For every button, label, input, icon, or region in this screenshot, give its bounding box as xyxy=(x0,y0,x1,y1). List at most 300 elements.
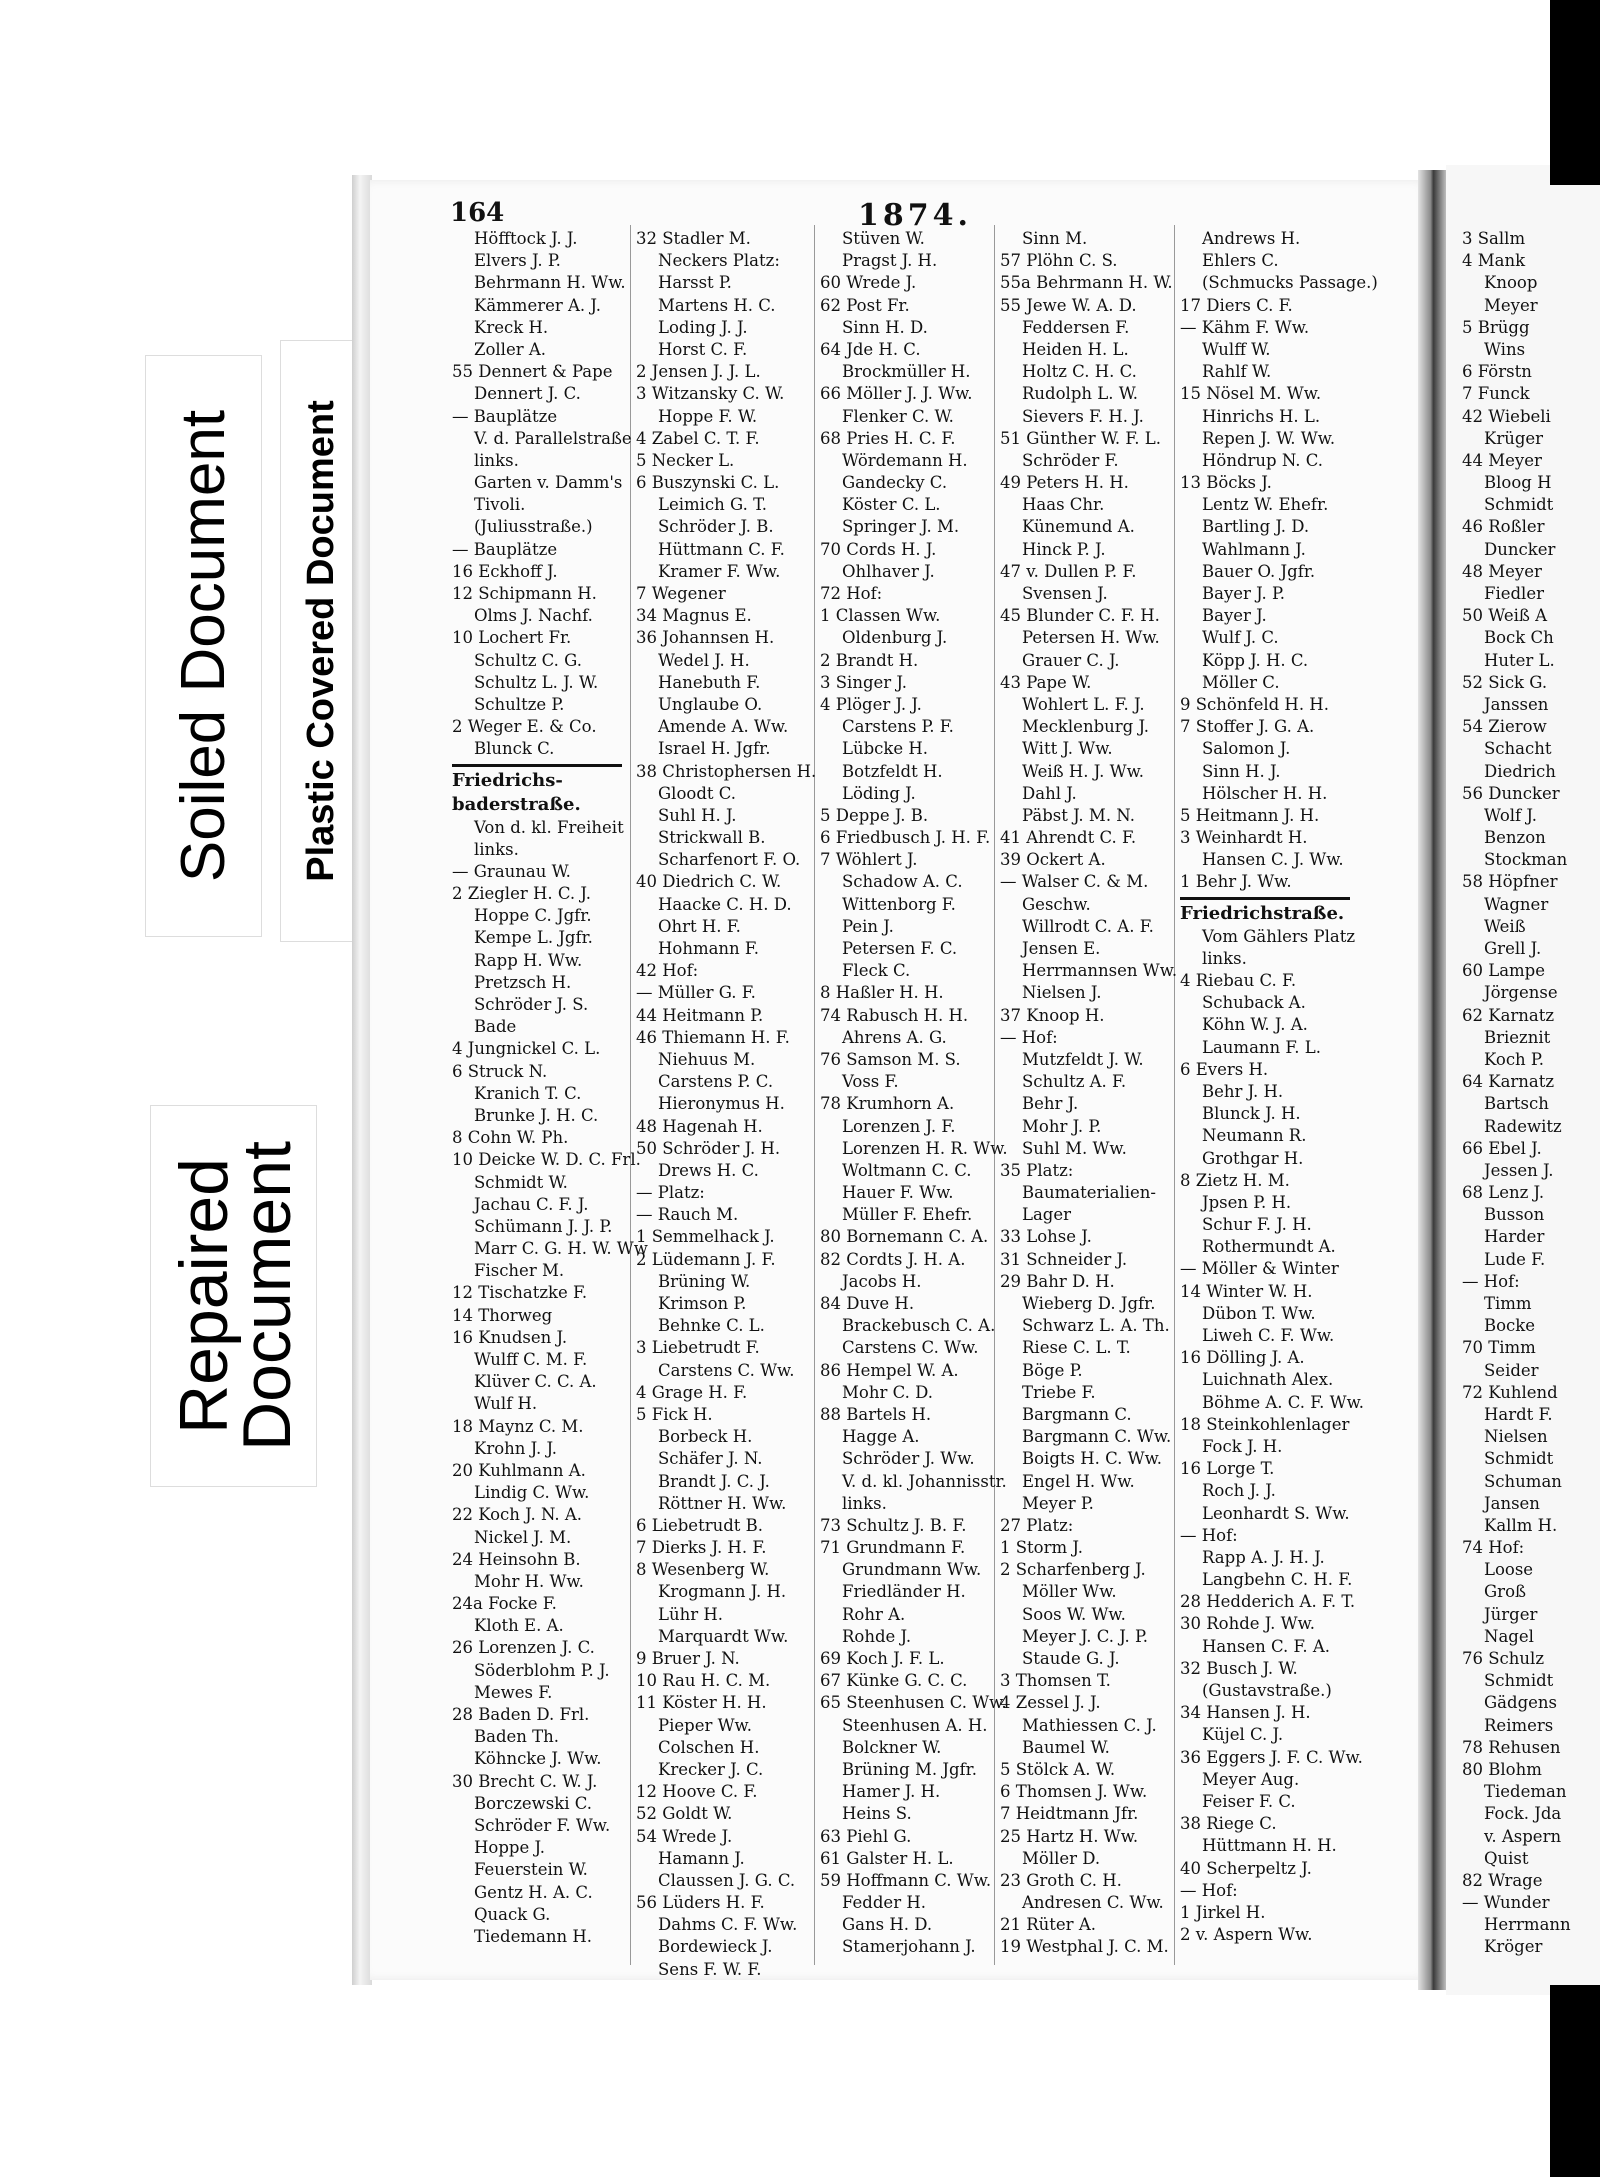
directory-entry: Jachau C. F. J. xyxy=(474,1194,589,1214)
directory-entry: 3 Singer J. xyxy=(820,672,907,692)
directory-entry: Oldenburg J. xyxy=(842,628,948,648)
directory-entry: 52 Sick G. xyxy=(1462,672,1548,692)
directory-entry: Dennert J. C. xyxy=(474,384,581,404)
directory-entry: Hoppe C. Jgfr. xyxy=(474,906,592,926)
directory-entry: Nagel xyxy=(1484,1626,1534,1646)
directory-entry: Repen J. W. Ww. xyxy=(1202,428,1336,448)
directory-entry: Hanebuth F. xyxy=(658,672,761,692)
directory-entry: 10 Deicke W. D. C. Frl. xyxy=(452,1150,641,1170)
directory-entry: — Graunau W. xyxy=(452,861,571,881)
directory-entry: Lorenzen J. F. xyxy=(842,1116,956,1136)
directory-entry: Vom Gählers Platz xyxy=(1202,926,1356,946)
directory-entry: 57 Plöhn C. S. xyxy=(1000,251,1118,271)
directory-entry: Mathiessen C. J. xyxy=(1022,1715,1157,1735)
directory-entry: Sens F. W. F. xyxy=(658,1959,762,1979)
directory-entry: 9 Bruer J. N. xyxy=(636,1649,740,1668)
directory-entry: 59 Hoffmann C. Ww. xyxy=(820,1870,992,1890)
directory-entry: Heiden H. L. xyxy=(1022,339,1129,359)
directory-entry: 4 Riebau C. F. xyxy=(1180,971,1297,990)
directory-entry: 67 Künke G. C. C. xyxy=(820,1671,968,1691)
directory-entry: 50 Weiß A xyxy=(1462,606,1548,626)
directory-entry: Höndrup N. C. xyxy=(1202,450,1323,470)
directory-entry: Geschw. xyxy=(1022,894,1091,914)
directory-entry: Bloog H xyxy=(1484,473,1552,493)
directory-entry: Schacht xyxy=(1484,739,1552,759)
directory-entry: 10 Lochert Fr. xyxy=(452,628,572,648)
directory-entry: Höfftock J. J. xyxy=(474,229,578,248)
directory-entry: 27 Platz: xyxy=(1000,1515,1074,1535)
directory-entry: Hoppe F. W. xyxy=(658,406,758,426)
directory-entry: Meyer Aug. xyxy=(1202,1769,1300,1789)
directory-entry: 44 Meyer xyxy=(1462,450,1542,470)
directory-entry: 2 Brandt H. xyxy=(820,650,919,670)
directory-entry: Neumann R. xyxy=(1202,1126,1307,1146)
directory-entry: Mewes F. xyxy=(474,1682,553,1702)
directory-entry: Hardt F. xyxy=(1484,1404,1553,1424)
directory-entry: Bayer J. P. xyxy=(1202,584,1286,603)
directory-entry: Harder xyxy=(1484,1227,1545,1247)
directory-entry: V. d. kl. Johannisstr. xyxy=(842,1471,1007,1491)
directory-entry: Gans H. D. xyxy=(842,1915,933,1935)
directory-entry: Rudolph L. W. xyxy=(1022,384,1139,404)
directory-entry: 78 Rehusen xyxy=(1462,1737,1561,1757)
directory-entry: Claussen J. G. C. xyxy=(658,1870,796,1890)
directory-entry: Fedder H. xyxy=(842,1893,926,1913)
directory-entry: Bartsch xyxy=(1484,1094,1549,1114)
directory-entry: Pieper Ww. xyxy=(658,1715,752,1735)
directory-entry: 1 Jirkel H. xyxy=(1180,1902,1266,1922)
directory-entry: — Hof: xyxy=(1180,1880,1238,1900)
directory-entry: Herrmann xyxy=(1484,1915,1571,1935)
repaired-label-line2: Document xyxy=(228,1141,305,1451)
directory-entry: Bordewieck J. xyxy=(658,1937,773,1957)
directory-entry: 28 Hedderich A. F. T. xyxy=(1180,1592,1356,1612)
directory-entry: — Bauplätze xyxy=(452,406,558,426)
directory-entry: 52 Goldt W. xyxy=(636,1804,733,1824)
directory-entry: Haas Chr. xyxy=(1022,495,1105,515)
directory-entry: Petersen H. Ww. xyxy=(1022,628,1160,648)
directory-entry: 55a Behrmann H. W. xyxy=(1000,273,1173,293)
directory-entry: 54 Wrede J. xyxy=(636,1826,733,1846)
directory-entry: Stamerjohann J. xyxy=(842,1937,976,1957)
directory-entry: Dahms C. F. Ww. xyxy=(658,1915,798,1935)
directory-entry: Mohr C. D. xyxy=(842,1382,933,1402)
directory-entry: 36 Johannsen H. xyxy=(636,628,775,648)
directory-entry: Schröder F. Ww. xyxy=(474,1815,611,1835)
directory-entry: Gädgens xyxy=(1484,1693,1558,1713)
directory-entry: Drews H. C. xyxy=(658,1160,759,1180)
directory-entry: Haacke C. H. D. xyxy=(658,894,792,914)
directory-entry: Jürger xyxy=(1484,1604,1538,1624)
directory-entry: 2 v. Aspern Ww. xyxy=(1180,1925,1313,1945)
directory-column-4 xyxy=(1000,228,1180,1959)
directory-entry: Hansen C. F. A. xyxy=(1202,1636,1331,1656)
directory-entry: Carstens C. Ww. xyxy=(658,1360,795,1380)
directory-entry: 5 Fick H. xyxy=(636,1404,713,1424)
directory-entry: 6 Thomsen J. Ww. xyxy=(1000,1782,1148,1802)
directory-entry: 74 Rabusch H. H. xyxy=(820,1005,969,1025)
directory-entry: 23 Groth C. H. xyxy=(1000,1870,1122,1890)
directory-entry: Kranich T. C. xyxy=(474,1083,582,1103)
directory-entry: Sinn M. xyxy=(1022,229,1088,248)
directory-entry: 78 Krumhorn A. xyxy=(820,1094,955,1114)
directory-entry: Fock J. H. xyxy=(1202,1436,1283,1456)
directory-entry: Rohde J. xyxy=(842,1626,912,1646)
directory-entry: Brieznit xyxy=(1484,1027,1551,1047)
directory-entry: Kramer F. Ww. xyxy=(658,561,781,581)
directory-entry: 42 Hof: xyxy=(636,961,699,981)
directory-entry: Hohmann F. xyxy=(658,939,760,958)
directory-entry: Wahlmann J. xyxy=(1202,539,1306,559)
directory-entry: 76 Schulz xyxy=(1462,1649,1545,1668)
directory-entry: 8 Wesenberg W. xyxy=(636,1560,770,1580)
directory-entry: (Gustavstraße.) xyxy=(1202,1681,1332,1700)
directory-entry: Flenker C. W. xyxy=(842,406,954,426)
directory-entry: Feddersen F. xyxy=(1022,317,1130,337)
directory-entry: Möller D. xyxy=(1022,1848,1101,1868)
directory-entry: Wulf J. C. xyxy=(1202,628,1279,648)
directory-entry: Schümann J. J. P. xyxy=(474,1216,613,1236)
directory-entry: — Walser C. & M. xyxy=(1000,872,1149,892)
directory-entry: Huter L. xyxy=(1484,650,1555,670)
directory-entry: Kallm H. xyxy=(1484,1515,1558,1535)
directory-entry: Schröder J. Ww. xyxy=(842,1449,975,1469)
directory-entry: 88 Bartels H. xyxy=(820,1404,932,1424)
directory-entry: Jörgense xyxy=(1484,983,1558,1003)
directory-entry: Schultz C. G. xyxy=(474,650,583,670)
directory-entry: links. xyxy=(1202,948,1247,968)
directory-entry: Wulff C. M. F. xyxy=(474,1350,588,1369)
directory-entry: Behrmann H. Ww. xyxy=(474,273,626,293)
directory-entry: 4 Jungnickel C. L. xyxy=(452,1039,601,1059)
directory-entry: Busson xyxy=(1484,1205,1545,1225)
street-heading: Friedrichstraße. xyxy=(1180,902,1345,924)
directory-entry: 61 Galster H. L. xyxy=(820,1848,954,1868)
directory-entry: 69 Koch J. F. L. xyxy=(820,1649,945,1668)
directory-entry: Dahl J. xyxy=(1022,783,1077,803)
directory-entry: Hinck P. J. xyxy=(1022,539,1106,559)
directory-entry: 10 Rau H. C. M. xyxy=(636,1671,771,1691)
directory-entry: Hölscher H. H. xyxy=(1202,783,1328,803)
directory-entry: 45 Blunder C. F. H. xyxy=(1000,606,1160,626)
directory-entry: Behr J. xyxy=(1022,1094,1079,1114)
directory-entry: Köster C. L. xyxy=(842,495,941,515)
directory-entry: Sinn H. D. xyxy=(842,317,928,337)
directory-entry: 5 Heitmann J. H. xyxy=(1180,805,1320,825)
directory-entry: Brockmüller H. xyxy=(842,362,971,382)
directory-entry: Koch P. xyxy=(1484,1049,1544,1069)
directory-entry: Gandecky C. xyxy=(842,473,948,493)
directory-entry: — Möller & Winter xyxy=(1180,1259,1339,1279)
soiled-label-text: Soiled Document xyxy=(168,409,238,883)
directory-entry: Bade xyxy=(474,1017,517,1037)
directory-entry: Köpp J. H. C. xyxy=(1202,650,1309,670)
directory-entry: Baden Th. xyxy=(474,1727,560,1747)
directory-entry: 1 Storm J. xyxy=(1000,1538,1083,1558)
directory-entry: 3 Liebetrudt F. xyxy=(636,1338,760,1358)
directory-entry: 2 Weger E. & Co. xyxy=(452,717,597,737)
directory-entry: Schmidt W. xyxy=(474,1172,568,1192)
directory-entry: 71 Grundmann F. xyxy=(820,1538,966,1558)
directory-entry: 1 Semmelhack J. xyxy=(636,1227,775,1247)
directory-entry: Krüger xyxy=(1484,428,1544,448)
directory-entry: Schröder F. xyxy=(1022,450,1119,470)
directory-entry: Pretzsch H. xyxy=(474,972,572,992)
directory-entry: 50 Schröder J. H. xyxy=(636,1138,781,1158)
directory-entry: Loose xyxy=(1484,1560,1534,1580)
directory-entry: Klüver C. C. A. xyxy=(474,1372,597,1392)
directory-entry: Löding J. xyxy=(842,783,916,803)
directory-entry: Neckers Platz: xyxy=(658,251,780,271)
directory-entry: 54 Zierow xyxy=(1462,717,1547,737)
page-year-heading: 1874. xyxy=(858,198,972,233)
directory-entry: Janssen xyxy=(1484,694,1549,714)
directory-entry: 37 Knoop H. xyxy=(1000,1005,1105,1025)
directory-entry: Meyer P. xyxy=(1022,1493,1094,1513)
directory-entry: 63 Piehl G. xyxy=(820,1826,912,1846)
directory-entry: links. xyxy=(842,1493,887,1513)
directory-entry: Soos W. Ww. xyxy=(1022,1604,1126,1624)
directory-entry: (Juliusstraße.) xyxy=(474,517,593,537)
directory-entry: 35 Platz: xyxy=(1000,1160,1074,1180)
directory-entry: Herrmannsen Ww. xyxy=(1022,961,1178,981)
directory-entry: 8 Zietz H. M. xyxy=(1180,1170,1290,1190)
directory-entry: 15 Nösel M. Ww. xyxy=(1180,384,1322,404)
directory-entry: — Bauplätze xyxy=(452,539,558,559)
directory-entry: Böhme A. C. F. Ww. xyxy=(1202,1392,1365,1412)
directory-entry: Schuman xyxy=(1484,1471,1562,1491)
directory-entry: Diedrich xyxy=(1484,761,1556,781)
directory-entry: Hamann J. xyxy=(658,1848,745,1868)
directory-entry: Riese C. L. T. xyxy=(1022,1338,1131,1358)
directory-entry: 1 Behr J. Ww. xyxy=(1180,872,1292,892)
directory-entry: Schadow A. C. xyxy=(842,872,963,892)
directory-entry: Nielsen xyxy=(1484,1427,1548,1447)
directory-entry: Kreck H. xyxy=(474,317,549,337)
directory-entry: Witt J. Ww. xyxy=(1022,739,1113,759)
directory-entry: Rahlf W. xyxy=(1202,362,1272,382)
directory-entry: Hagge A. xyxy=(842,1427,920,1447)
directory-entry: Jensen E. xyxy=(1022,939,1101,958)
directory-entry: 72 Kuhlend xyxy=(1462,1382,1558,1402)
directory-entry: 7 Dierks J. H. F. xyxy=(636,1538,767,1558)
directory-entry: 19 Westphal J. C. M. xyxy=(1000,1937,1169,1957)
directory-entry: Fock. Jda xyxy=(1484,1804,1562,1824)
directory-entry: 82 Wrage xyxy=(1462,1870,1543,1890)
directory-entry: Grell J. xyxy=(1484,939,1542,958)
directory-entry: 46 Roßler xyxy=(1462,517,1545,537)
directory-entry: 16 Eckhoff J. xyxy=(452,561,558,581)
directory-entry: Meyer J. C. J. P. xyxy=(1022,1626,1149,1646)
directory-entry: 39 Ockert A. xyxy=(1000,850,1106,870)
directory-entry: Carstens C. Ww. xyxy=(842,1338,979,1358)
directory-entry: Marr C. G. H. W. Ww xyxy=(474,1239,648,1259)
directory-entry: Jacobs H. xyxy=(842,1271,922,1291)
directory-entry: 48 Meyer xyxy=(1462,561,1542,581)
directory-entry: 4 Mank xyxy=(1462,251,1526,271)
directory-entry: 2 Ziegler H. C. J. xyxy=(452,884,591,904)
directory-entry: 56 Lüders H. F. xyxy=(636,1893,765,1913)
directory-entry: 34 Hansen J. H. xyxy=(1180,1703,1311,1723)
directory-entry: Sievers F. H. J. xyxy=(1022,406,1144,426)
directory-entry: 5 Stölck A. W. xyxy=(1000,1759,1116,1779)
directory-entry: 32 Busch J. W. xyxy=(1180,1658,1298,1678)
directory-entry: Lude F. xyxy=(1484,1249,1546,1269)
directory-entry: Roch J. J. xyxy=(1202,1481,1276,1501)
directory-entry: Bartling J. D. xyxy=(1202,517,1310,537)
directory-entry: Olms J. Nachf. xyxy=(474,606,593,626)
directory-entry: Schultze P. xyxy=(474,694,565,714)
directory-entry: Köhn W. J. A. xyxy=(1202,1015,1308,1035)
plastic-label-text: Plastic Covered Document xyxy=(300,400,342,882)
directory-entry: 4 Plöger J. J. xyxy=(820,694,922,714)
directory-entry: Scharfenort F. O. xyxy=(658,850,801,870)
directory-entry: Müller F. Ehefr. xyxy=(842,1205,973,1225)
directory-entry: 6 Förstn xyxy=(1462,362,1532,382)
directory-entry: Mutzfeldt J. W. xyxy=(1022,1049,1144,1069)
directory-entry: Bayer J. xyxy=(1202,606,1267,626)
directory-entry: 16 Dölling J. A. xyxy=(1180,1348,1305,1368)
directory-entry: Lübcke H. xyxy=(842,739,929,759)
directory-entry: Nickel J. M. xyxy=(474,1527,572,1547)
directory-entry: Wieberg D. Jgfr. xyxy=(1022,1294,1156,1313)
directory-entry: Kämmerer A. J. xyxy=(474,295,601,315)
directory-entry: Schröder J. S. xyxy=(474,995,589,1014)
directory-entry: 65 Steenhusen C. Ww. xyxy=(820,1693,1007,1713)
directory-entry: 40 Diedrich C. W. xyxy=(636,872,782,892)
directory-entry: 51 Günther W. F. L. xyxy=(1000,428,1161,448)
directory-entry: 46 Thiemann H. F. xyxy=(636,1027,790,1047)
directory-entry: Mohr H. Ww. xyxy=(474,1571,584,1591)
directory-entry: 62 Post Fr. xyxy=(820,295,910,315)
directory-entry: 4 Zessel J. J. xyxy=(1000,1693,1101,1713)
directory-entry: Bolckner W. xyxy=(842,1737,942,1757)
directory-entry: Rapp A. J. H. J. xyxy=(1202,1547,1325,1567)
directory-entry: Schmidt xyxy=(1484,1449,1554,1469)
directory-entry: Fiedler xyxy=(1484,584,1544,603)
directory-entry: Borbeck H. xyxy=(658,1427,753,1447)
directory-entry: Tiedemann H. xyxy=(474,1926,592,1946)
directory-entry: Blunck J. H. xyxy=(1202,1104,1301,1124)
directory-entry: 73 Schultz J. B. F. xyxy=(820,1515,967,1535)
directory-entry: Stockman xyxy=(1484,850,1568,870)
directory-entry: 24 Heinsohn B. xyxy=(452,1549,581,1569)
directory-entry: — Wunder xyxy=(1462,1893,1550,1913)
directory-entry: Brüning M. Jgfr. xyxy=(842,1759,977,1779)
directory-entry: Botzfeldt H. xyxy=(842,761,943,781)
directory-entry: Hoppe J. xyxy=(474,1838,546,1858)
directory-entry: 76 Samson M. S. xyxy=(820,1049,961,1069)
directory-entry: — Hof: xyxy=(1180,1525,1238,1545)
directory-entry: 16 Knudsen J. xyxy=(452,1327,568,1347)
directory-entry: Möller Ww. xyxy=(1022,1582,1117,1602)
directory-entry: 17 Diers C. F. xyxy=(1180,295,1293,315)
directory-entry: 6 Buszynski C. L. xyxy=(636,473,780,493)
directory-entry: Carstens P. C. xyxy=(658,1072,774,1092)
directory-entry: Schuback A. xyxy=(1202,993,1306,1013)
directory-entry: Mohr J. P. xyxy=(1022,1116,1102,1136)
page-number: 164 xyxy=(450,198,505,228)
directory-entry: Brunke J. H. C. xyxy=(474,1105,599,1125)
directory-entry: 32 Stadler M. xyxy=(636,229,751,248)
directory-entry: 56 Duncker xyxy=(1462,783,1560,803)
directory-entry: Ahrens A. G. xyxy=(842,1027,947,1047)
directory-entry: — Hof: xyxy=(1462,1271,1520,1291)
directory-entry: 7 Wöhlert J. xyxy=(820,850,918,870)
directory-entry: 68 Pries H. C. F. xyxy=(820,428,956,448)
directory-entry: Bocke xyxy=(1484,1316,1536,1336)
section-rule xyxy=(452,764,622,767)
directory-entry: 64 Karnatz xyxy=(1462,1072,1555,1092)
directory-entry: 38 Riege C. xyxy=(1180,1814,1277,1834)
directory-entry: Ehlers C. xyxy=(1202,251,1279,271)
directory-entry: 14 Winter W. H. xyxy=(1180,1281,1313,1301)
directory-entry: Kloth E. A. xyxy=(474,1616,564,1636)
directory-entry: Gentz H. A. C. xyxy=(474,1882,593,1902)
directory-entry: Borczewski C. xyxy=(474,1793,593,1813)
directory-entry: Springer J. M. xyxy=(842,517,960,537)
directory-entry: Lindig C. Ww. xyxy=(474,1483,590,1503)
directory-entry: Stüven W. xyxy=(842,229,925,248)
directory-entry: Lentz W. Ehefr. xyxy=(1202,495,1329,515)
directory-entry: Fleck C. xyxy=(842,961,911,981)
directory-entry: 22 Koch J. N. A. xyxy=(452,1505,583,1525)
directory-entry: Petersen F. C. xyxy=(842,939,958,958)
book-gutter xyxy=(1418,170,1446,1990)
directory-entry: 42 Wiebeli xyxy=(1462,406,1551,426)
directory-entry: 6 Evers H. xyxy=(1180,1059,1269,1079)
directory-entry: 3 Weinhardt H. xyxy=(1180,828,1308,848)
directory-entry: Triebe F. xyxy=(1022,1382,1096,1402)
directory-entry: Fischer M. xyxy=(474,1261,565,1281)
directory-entry: Steenhusen A. H. xyxy=(842,1715,988,1735)
directory-entry: Grauer C. J. xyxy=(1022,650,1120,670)
directory-column-2 xyxy=(636,228,816,1981)
directory-entry: Pragst J. H. xyxy=(842,251,938,271)
directory-entry: Köhncke J. Ww. xyxy=(474,1749,602,1769)
directory-entry: 66 Möller J. J. Ww. xyxy=(820,384,973,404)
directory-entry: 55 Dennert & Pape xyxy=(452,362,613,382)
directory-entry: Päbst J. M. N. xyxy=(1022,805,1135,825)
directory-entry: 8 Cohn W. Ph. xyxy=(452,1128,569,1148)
directory-entry: Horst C. F. xyxy=(658,339,748,359)
directory-entry: Engel H. Ww. xyxy=(1022,1471,1135,1491)
directory-entry: Wulff W. xyxy=(1202,339,1271,359)
directory-entry: 18 Maynz C. M. xyxy=(452,1416,584,1436)
directory-entry: 4 Zabel C. T. F. xyxy=(636,428,760,448)
repaired-label-line1: Repaired xyxy=(165,1158,242,1434)
directory-entry: Rapp H. Ww. xyxy=(474,950,583,970)
directory-entry: Schwarz L. A. Th. xyxy=(1022,1316,1170,1336)
directory-entry: 31 Schneider J. xyxy=(1000,1249,1128,1269)
directory-entry: Andresen C. Ww. xyxy=(1022,1893,1164,1913)
directory-entry: Ohrt H. F. xyxy=(658,916,741,936)
directory-entry: 58 Höpfner xyxy=(1462,872,1558,892)
directory-entry: 33 Lohse J. xyxy=(1000,1227,1092,1247)
directory-entry: 12 Hoove C. F. xyxy=(636,1782,758,1802)
directory-entry: Gloodt C. xyxy=(658,783,737,803)
directory-entry: Garten v. Damm's xyxy=(474,473,623,493)
directory-entry: Jansen xyxy=(1484,1493,1540,1513)
directory-entry: Elvers J. P. xyxy=(474,251,561,271)
directory-entry: Wohlert L. F. J. xyxy=(1022,694,1145,714)
directory-entry: 68 Lenz J. xyxy=(1462,1183,1545,1203)
directory-entry: 24a Focke F. xyxy=(452,1594,557,1614)
directory-entry: Brandt J. C. J. xyxy=(658,1471,770,1491)
directory-column-1 xyxy=(452,228,648,1948)
directory-entry: 84 Duve H. xyxy=(820,1294,915,1313)
directory-entry: Staude G. J. xyxy=(1022,1649,1120,1668)
